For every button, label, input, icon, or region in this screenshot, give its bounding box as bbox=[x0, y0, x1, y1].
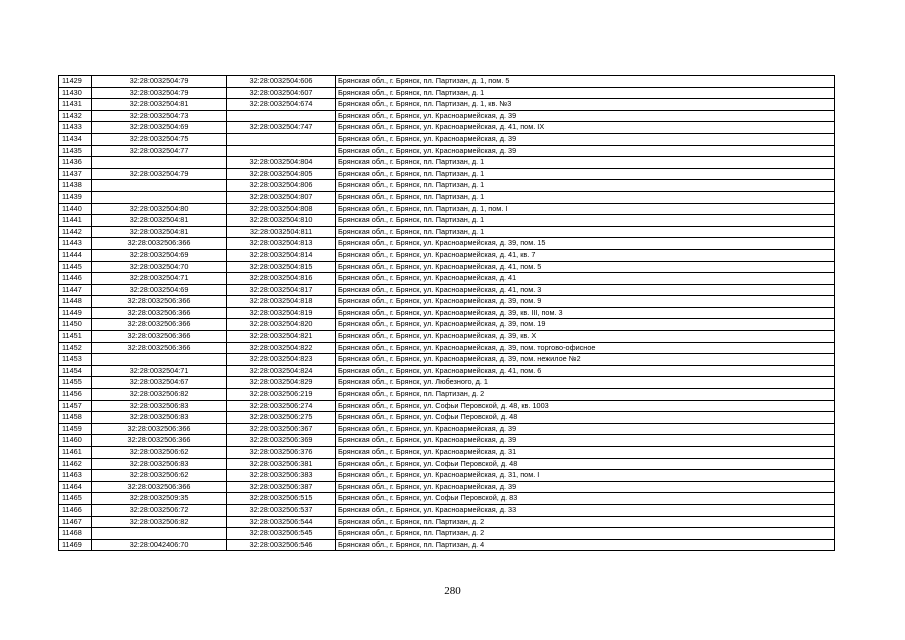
table-row bbox=[59, 400, 835, 412]
object-cadastral-number-cell: 32:28:0032504:808 bbox=[227, 203, 336, 215]
row-number-cell: 11431 bbox=[59, 99, 92, 111]
object-cadastral-number-cell bbox=[227, 110, 336, 122]
row-number-cell: 11430 bbox=[59, 87, 92, 99]
parcel-cadastral-number-cell: 32:28:0032504:77 bbox=[92, 145, 227, 157]
address-cell: Брянская обл., г. Брянск, пл. Партизан, д. 1, кв. №3 bbox=[336, 99, 835, 111]
table-row bbox=[59, 516, 835, 528]
row-number-cell: 11442 bbox=[59, 226, 92, 238]
table-row bbox=[59, 365, 835, 377]
object-cadastral-number-cell: 32:28:0032506:274 bbox=[227, 400, 336, 412]
row-number-cell: 11453 bbox=[59, 354, 92, 366]
address-cell: Брянская обл., г. Брянск, ул. Красноармейская, д. 41, кв. 7 bbox=[336, 249, 835, 261]
parcel-cadastral-number-cell: 32:28:0032504:79 bbox=[92, 76, 227, 88]
parcel-cadastral-number-cell: 32:28:0032506:366 bbox=[92, 296, 227, 308]
address-cell: Брянская обл., г. Брянск, пл. Партизан, д. 1 bbox=[336, 191, 835, 203]
table-row bbox=[59, 99, 835, 111]
object-cadastral-number-cell: 32:28:0032506:367 bbox=[227, 423, 336, 435]
parcel-cadastral-number-cell: 32:28:0032504:71 bbox=[92, 365, 227, 377]
property-registry-table bbox=[58, 75, 835, 551]
table-row bbox=[59, 435, 835, 447]
parcel-cadastral-number-cell: 32:28:0032506:83 bbox=[92, 458, 227, 470]
parcel-cadastral-number-cell: 32:28:0032504:81 bbox=[92, 215, 227, 227]
object-cadastral-number-cell: 32:28:0032504:606 bbox=[227, 76, 336, 88]
parcel-cadastral-number-cell: 32:28:0032504:69 bbox=[92, 284, 227, 296]
table-row bbox=[59, 470, 835, 482]
address-cell: Брянская обл., г. Брянск, ул. Красноармейская, д. 41, пом. 5 bbox=[336, 261, 835, 273]
table-row bbox=[59, 191, 835, 203]
parcel-cadastral-number-cell: 32:28:0042406:70 bbox=[92, 539, 227, 551]
table-row bbox=[59, 307, 835, 319]
address-cell: Брянская обл., г. Брянск, ул. Красноармейская, д. 39 bbox=[336, 145, 835, 157]
address-cell: Брянская обл., г. Брянск, ул. Софьи Перовской, д. 48, кв. 1003 bbox=[336, 400, 835, 412]
address-cell: Брянская обл., г. Брянск, ул. Любезного, д. 1 bbox=[336, 377, 835, 389]
address-cell: Брянская обл., г. Брянск, пл. Партизан, д. 1, пом. I bbox=[336, 203, 835, 215]
object-cadastral-number-cell: 32:28:0032506:383 bbox=[227, 470, 336, 482]
table-row bbox=[59, 389, 835, 401]
object-cadastral-number-cell: 32:28:0032504:806 bbox=[227, 180, 336, 192]
object-cadastral-number-cell: 32:28:0032506:219 bbox=[227, 389, 336, 401]
table-row bbox=[59, 504, 835, 516]
row-number-cell: 11469 bbox=[59, 539, 92, 551]
row-number-cell: 11468 bbox=[59, 528, 92, 540]
parcel-cadastral-number-cell: 32:28:0032506:366 bbox=[92, 319, 227, 331]
table-row bbox=[59, 76, 835, 88]
object-cadastral-number-cell: 32:28:0032504:804 bbox=[227, 157, 336, 169]
row-number-cell: 11446 bbox=[59, 273, 92, 285]
parcel-cadastral-number-cell: 32:28:0032506:62 bbox=[92, 447, 227, 459]
table-row bbox=[59, 423, 835, 435]
parcel-cadastral-number-cell: 32:28:0032506:366 bbox=[92, 307, 227, 319]
address-cell: Брянская обл., г. Брянск, пл. Партизан, д. 1 bbox=[336, 168, 835, 180]
row-number-cell: 11438 bbox=[59, 180, 92, 192]
address-cell: Брянская обл., г. Брянск, ул. Красноармейская, д. 39, пом. нежилое №2 bbox=[336, 354, 835, 366]
object-cadastral-number-cell: 32:28:0032504:810 bbox=[227, 215, 336, 227]
table-row bbox=[59, 180, 835, 192]
row-number-cell: 11432 bbox=[59, 110, 92, 122]
parcel-cadastral-number-cell bbox=[92, 354, 227, 366]
row-number-cell: 11450 bbox=[59, 319, 92, 331]
address-cell: Брянская обл., г. Брянск, пл. Партизан, д. 2 bbox=[336, 389, 835, 401]
page-number: 280 bbox=[444, 585, 461, 597]
row-number-cell: 11462 bbox=[59, 458, 92, 470]
row-number-cell: 11459 bbox=[59, 423, 92, 435]
address-cell: Брянская обл., г. Брянск, ул. Красноармейская, д. 39 bbox=[336, 110, 835, 122]
address-cell: Брянская обл., г. Брянск, ул. Красноармейская, д. 41, пом. 3 bbox=[336, 284, 835, 296]
parcel-cadastral-number-cell: 32:28:0032509:35 bbox=[92, 493, 227, 505]
address-cell: Брянская обл., г. Брянск, ул. Красноармейская, д. 39, пом. 9 bbox=[336, 296, 835, 308]
object-cadastral-number-cell: 32:28:0032504:807 bbox=[227, 191, 336, 203]
table-row bbox=[59, 122, 835, 134]
object-cadastral-number-cell: 32:28:0032506:544 bbox=[227, 516, 336, 528]
table-row bbox=[59, 157, 835, 169]
table-row bbox=[59, 528, 835, 540]
parcel-cadastral-number-cell: 32:28:0032504:75 bbox=[92, 133, 227, 145]
address-cell: Брянская обл., г. Брянск, пл. Партизан, д. 1, пом. 5 bbox=[336, 76, 835, 88]
row-number-cell: 11445 bbox=[59, 261, 92, 273]
table-row bbox=[59, 273, 835, 285]
table-row bbox=[59, 238, 835, 250]
row-number-cell: 11433 bbox=[59, 122, 92, 134]
object-cadastral-number-cell: 32:28:0032504:818 bbox=[227, 296, 336, 308]
table-row bbox=[59, 447, 835, 459]
parcel-cadastral-number-cell: 32:28:0032504:71 bbox=[92, 273, 227, 285]
table-row bbox=[59, 215, 835, 227]
row-number-cell: 11452 bbox=[59, 342, 92, 354]
address-cell: Брянская обл., г. Брянск, ул. Красноармейская, д. 39 bbox=[336, 133, 835, 145]
row-number-cell: 11463 bbox=[59, 470, 92, 482]
parcel-cadastral-number-cell: 32:28:0032504:73 bbox=[92, 110, 227, 122]
parcel-cadastral-number-cell: 32:28:0032506:366 bbox=[92, 238, 227, 250]
table-row bbox=[59, 133, 835, 145]
object-cadastral-number-cell: 32:28:0032506:381 bbox=[227, 458, 336, 470]
address-cell: Брянская обл., г. Брянск, пл. Партизан, д. 1 bbox=[336, 87, 835, 99]
parcel-cadastral-number-cell: 32:28:0032504:81 bbox=[92, 226, 227, 238]
parcel-cadastral-number-cell: 32:28:0032506:82 bbox=[92, 389, 227, 401]
object-cadastral-number-cell: 32:28:0032504:821 bbox=[227, 331, 336, 343]
row-number-cell: 11439 bbox=[59, 191, 92, 203]
row-number-cell: 11451 bbox=[59, 331, 92, 343]
address-cell: Брянская обл., г. Брянск, ул. Красноармейская, д. 39, пом. торгово-офисное bbox=[336, 342, 835, 354]
table-row bbox=[59, 481, 835, 493]
address-cell: Брянская обл., г. Брянск, ул. Красноармейская, д. 41, пом. IX bbox=[336, 122, 835, 134]
parcel-cadastral-number-cell: 32:28:0032504:69 bbox=[92, 249, 227, 261]
object-cadastral-number-cell: 32:28:0032504:824 bbox=[227, 365, 336, 377]
object-cadastral-number-cell: 32:28:0032504:819 bbox=[227, 307, 336, 319]
table-row bbox=[59, 284, 835, 296]
object-cadastral-number-cell bbox=[227, 133, 336, 145]
object-cadastral-number-cell: 32:28:0032504:823 bbox=[227, 354, 336, 366]
address-cell: Брянская обл., г. Брянск, пл. Партизан, д. 2 bbox=[336, 516, 835, 528]
parcel-cadastral-number-cell bbox=[92, 191, 227, 203]
parcel-cadastral-number-cell: 32:28:0032506:366 bbox=[92, 331, 227, 343]
row-number-cell: 11467 bbox=[59, 516, 92, 528]
address-cell: Брянская обл., г. Брянск, ул. Софьи Перовской, д. 48 bbox=[336, 412, 835, 424]
table-row bbox=[59, 412, 835, 424]
row-number-cell: 11444 bbox=[59, 249, 92, 261]
row-number-cell: 11456 bbox=[59, 389, 92, 401]
row-number-cell: 11443 bbox=[59, 238, 92, 250]
object-cadastral-number-cell: 32:28:0032506:546 bbox=[227, 539, 336, 551]
row-number-cell: 11454 bbox=[59, 365, 92, 377]
parcel-cadastral-number-cell: 32:28:0032504:81 bbox=[92, 99, 227, 111]
row-number-cell: 11434 bbox=[59, 133, 92, 145]
object-cadastral-number-cell: 32:28:0032504:816 bbox=[227, 273, 336, 285]
object-cadastral-number-cell: 32:28:0032506:387 bbox=[227, 481, 336, 493]
row-number-cell: 11440 bbox=[59, 203, 92, 215]
parcel-cadastral-number-cell bbox=[92, 157, 227, 169]
parcel-cadastral-number-cell: 32:28:0032506:366 bbox=[92, 435, 227, 447]
parcel-cadastral-number-cell: 32:28:0032506:83 bbox=[92, 412, 227, 424]
parcel-cadastral-number-cell: 32:28:0032504:70 bbox=[92, 261, 227, 273]
row-number-cell: 11455 bbox=[59, 377, 92, 389]
address-cell: Брянская обл., г. Брянск, пл. Партизан, д. 1 bbox=[336, 180, 835, 192]
object-cadastral-number-cell: 32:28:0032506:376 bbox=[227, 447, 336, 459]
object-cadastral-number-cell: 32:28:0032504:674 bbox=[227, 99, 336, 111]
address-cell: Брянская обл., г. Брянск, ул. Красноармейская, д. 33 bbox=[336, 504, 835, 516]
address-cell: Брянская обл., г. Брянск, ул. Красноармейская, д. 39 bbox=[336, 481, 835, 493]
row-number-cell: 11436 bbox=[59, 157, 92, 169]
table-row bbox=[59, 203, 835, 215]
table-row bbox=[59, 458, 835, 470]
registry-table-body bbox=[59, 76, 835, 551]
row-number-cell: 11449 bbox=[59, 307, 92, 319]
object-cadastral-number-cell: 32:28:0032506:537 bbox=[227, 504, 336, 516]
row-number-cell: 11464 bbox=[59, 481, 92, 493]
address-cell: Брянская обл., г. Брянск, ул. Софьи Перовской, д. 83 bbox=[336, 493, 835, 505]
table-row bbox=[59, 319, 835, 331]
row-number-cell: 11458 bbox=[59, 412, 92, 424]
row-number-cell: 11466 bbox=[59, 504, 92, 516]
address-cell: Брянская обл., г. Брянск, ул. Красноармейская, д. 39, пом. 19 bbox=[336, 319, 835, 331]
address-cell: Брянская обл., г. Брянск, ул. Красноармейская, д. 39, кв. X bbox=[336, 331, 835, 343]
table-row bbox=[59, 354, 835, 366]
object-cadastral-number-cell bbox=[227, 145, 336, 157]
parcel-cadastral-number-cell: 32:28:0032504:79 bbox=[92, 168, 227, 180]
object-cadastral-number-cell: 32:28:0032504:820 bbox=[227, 319, 336, 331]
parcel-cadastral-number-cell: 32:28:0032506:82 bbox=[92, 516, 227, 528]
parcel-cadastral-number-cell: 32:28:0032506:62 bbox=[92, 470, 227, 482]
object-cadastral-number-cell: 32:28:0032504:815 bbox=[227, 261, 336, 273]
parcel-cadastral-number-cell: 32:28:0032506:366 bbox=[92, 342, 227, 354]
row-number-cell: 11461 bbox=[59, 447, 92, 459]
address-cell: Брянская обл., г. Брянск, ул. Красноармейская, д. 41, пом. 6 bbox=[336, 365, 835, 377]
address-cell: Брянская обл., г. Брянск, пл. Партизан, д. 4 bbox=[336, 539, 835, 551]
address-cell: Брянская обл., г. Брянск, ул. Софьи Перовской, д. 48 bbox=[336, 458, 835, 470]
table-row bbox=[59, 168, 835, 180]
parcel-cadastral-number-cell: 32:28:0032506:72 bbox=[92, 504, 227, 516]
object-cadastral-number-cell: 32:28:0032504:822 bbox=[227, 342, 336, 354]
parcel-cadastral-number-cell: 32:28:0032506:366 bbox=[92, 423, 227, 435]
object-cadastral-number-cell: 32:28:0032506:545 bbox=[227, 528, 336, 540]
parcel-cadastral-number-cell bbox=[92, 528, 227, 540]
table-row bbox=[59, 87, 835, 99]
address-cell: Брянская обл., г. Брянск, пл. Партизан, д. 1 bbox=[336, 157, 835, 169]
table-row bbox=[59, 226, 835, 238]
object-cadastral-number-cell: 32:28:0032506:275 bbox=[227, 412, 336, 424]
table-row bbox=[59, 261, 835, 273]
address-cell: Брянская обл., г. Брянск, пл. Партизан, д. 1 bbox=[336, 215, 835, 227]
table-row bbox=[59, 342, 835, 354]
object-cadastral-number-cell: 32:28:0032504:813 bbox=[227, 238, 336, 250]
table-row bbox=[59, 493, 835, 505]
object-cadastral-number-cell: 32:28:0032504:805 bbox=[227, 168, 336, 180]
address-cell: Брянская обл., г. Брянск, пл. Партизан, д. 1 bbox=[336, 226, 835, 238]
object-cadastral-number-cell: 32:28:0032504:829 bbox=[227, 377, 336, 389]
table-row bbox=[59, 377, 835, 389]
row-number-cell: 11447 bbox=[59, 284, 92, 296]
table-row bbox=[59, 296, 835, 308]
address-cell: Брянская обл., г. Брянск, пл. Партизан, д. 2 bbox=[336, 528, 835, 540]
object-cadastral-number-cell: 32:28:0032506:369 bbox=[227, 435, 336, 447]
table-row bbox=[59, 331, 835, 343]
parcel-cadastral-number-cell: 32:28:0032504:80 bbox=[92, 203, 227, 215]
address-cell: Брянская обл., г. Брянск, ул. Красноармейская, д. 39, пом. 15 bbox=[336, 238, 835, 250]
address-cell: Брянская обл., г. Брянск, ул. Красноармейская, д. 31 bbox=[336, 447, 835, 459]
parcel-cadastral-number-cell bbox=[92, 180, 227, 192]
object-cadastral-number-cell: 32:28:0032504:817 bbox=[227, 284, 336, 296]
parcel-cadastral-number-cell: 32:28:0032504:67 bbox=[92, 377, 227, 389]
parcel-cadastral-number-cell: 32:28:0032506:366 bbox=[92, 481, 227, 493]
row-number-cell: 11448 bbox=[59, 296, 92, 308]
row-number-cell: 11441 bbox=[59, 215, 92, 227]
table-row bbox=[59, 110, 835, 122]
row-number-cell: 11465 bbox=[59, 493, 92, 505]
table-row bbox=[59, 539, 835, 551]
row-number-cell: 11460 bbox=[59, 435, 92, 447]
parcel-cadastral-number-cell: 32:28:0032506:83 bbox=[92, 400, 227, 412]
row-number-cell: 11435 bbox=[59, 145, 92, 157]
object-cadastral-number-cell: 32:28:0032504:607 bbox=[227, 87, 336, 99]
object-cadastral-number-cell: 32:28:0032504:814 bbox=[227, 249, 336, 261]
table-row bbox=[59, 145, 835, 157]
object-cadastral-number-cell: 32:28:0032504:811 bbox=[227, 226, 336, 238]
row-number-cell: 11437 bbox=[59, 168, 92, 180]
address-cell: Брянская обл., г. Брянск, ул. Красноармейская, д. 31, пом. I bbox=[336, 470, 835, 482]
address-cell: Брянская обл., г. Брянск, ул. Красноармейская, д. 39 bbox=[336, 423, 835, 435]
object-cadastral-number-cell: 32:28:0032504:747 bbox=[227, 122, 336, 134]
table-row bbox=[59, 249, 835, 261]
row-number-cell: 11429 bbox=[59, 76, 92, 88]
address-cell: Брянская обл., г. Брянск, ул. Красноармейская, д. 39 bbox=[336, 435, 835, 447]
address-cell: Брянская обл., г. Брянск, ул. Красноармейская, д. 41 bbox=[336, 273, 835, 285]
object-cadastral-number-cell: 32:28:0032506:515 bbox=[227, 493, 336, 505]
address-cell: Брянская обл., г. Брянск, ул. Красноармейская, д. 39, кв. III, пом. 3 bbox=[336, 307, 835, 319]
row-number-cell: 11457 bbox=[59, 400, 92, 412]
parcel-cadastral-number-cell: 32:28:0032504:69 bbox=[92, 122, 227, 134]
parcel-cadastral-number-cell: 32:28:0032504:79 bbox=[92, 87, 227, 99]
